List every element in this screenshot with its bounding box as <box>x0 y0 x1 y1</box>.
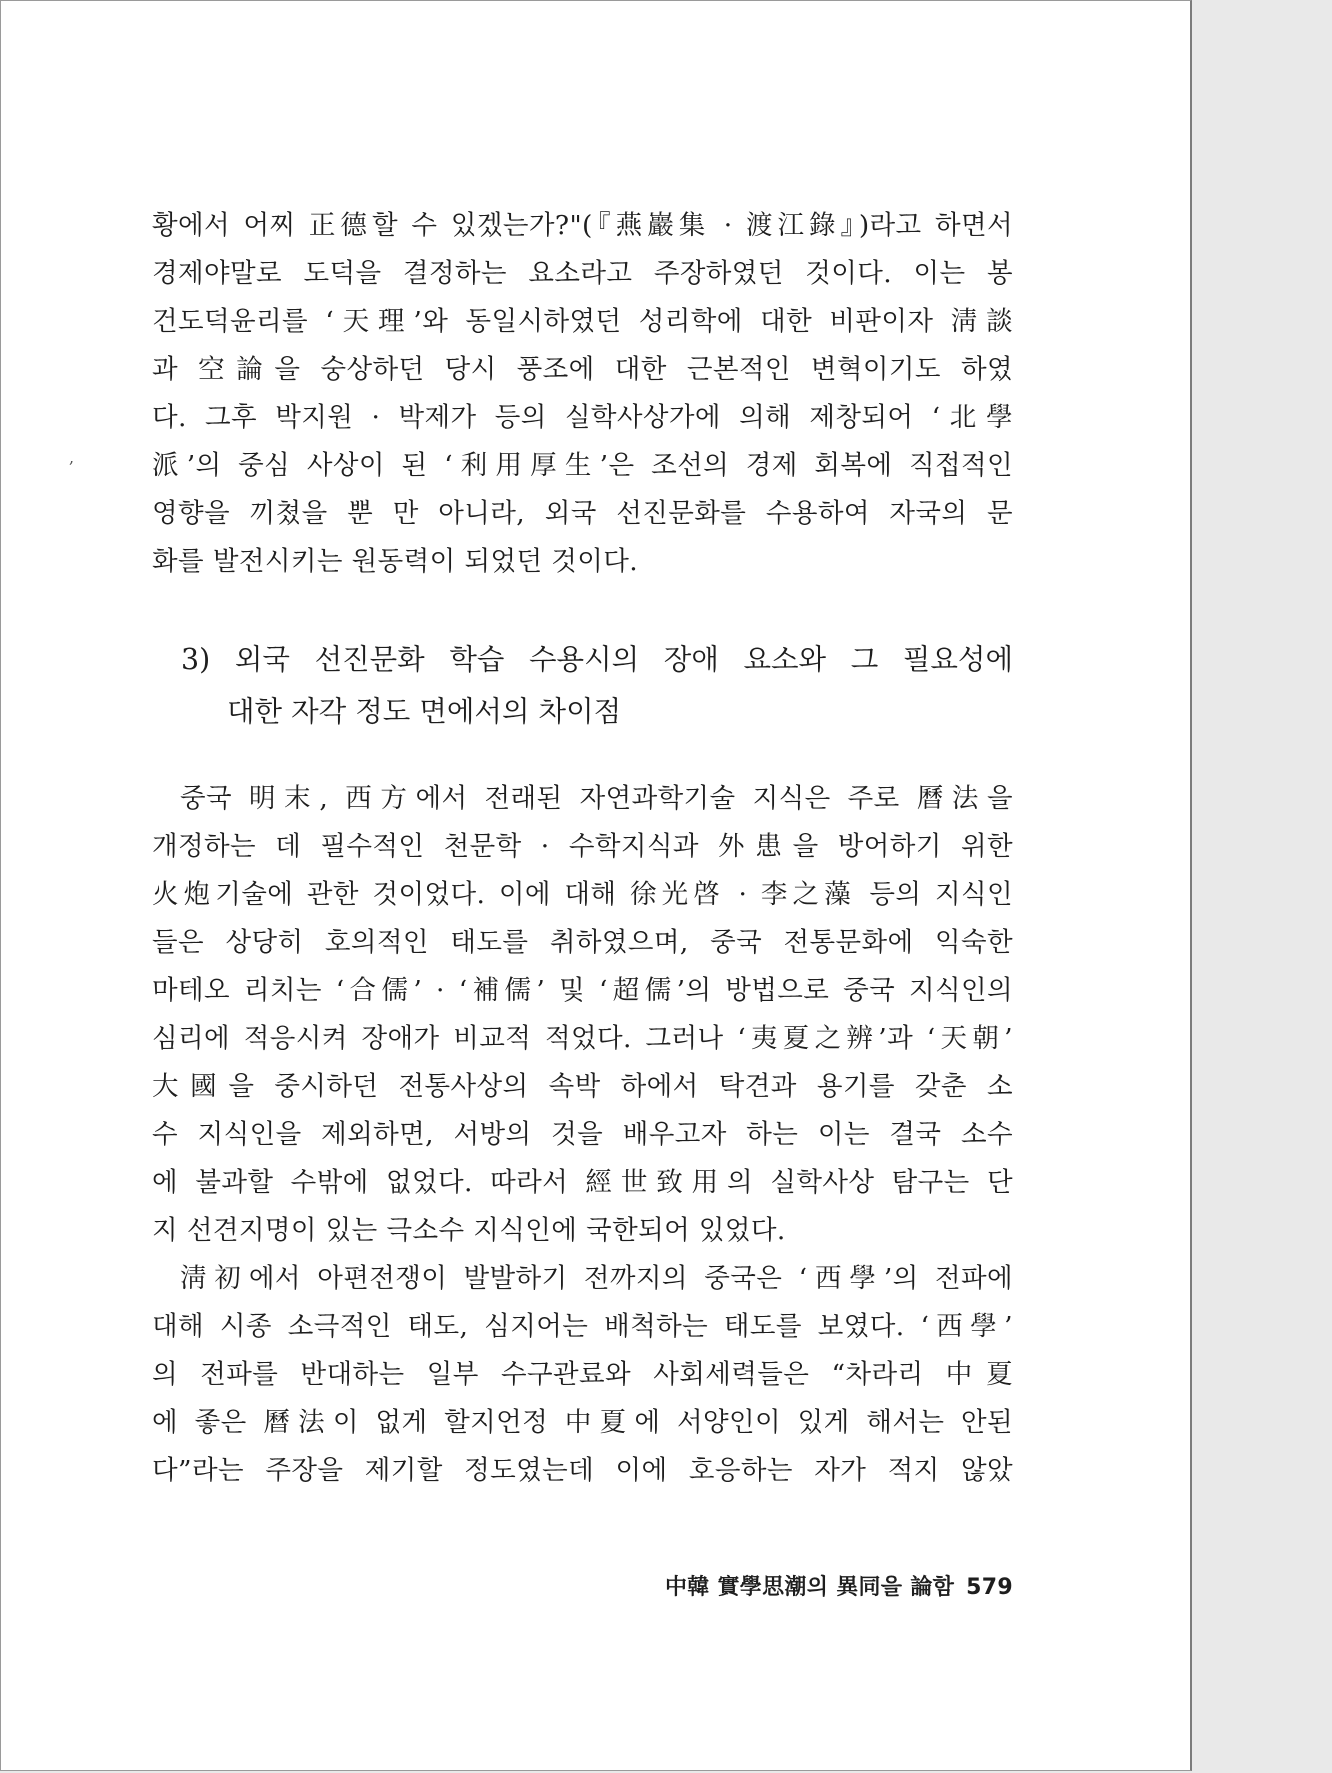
page-number: 579 <box>966 1575 1013 1600</box>
text-line: 황에서 어찌 正德할 수 있겠는가?"(『燕巖集 · 渡江錄』)라고 하면서 <box>152 210 1013 241</box>
text-line: 화를 발전시키는 원동력이 되었던 것이다. <box>152 546 639 577</box>
text-line: 마테오 리치는 ‘合儒’ · ‘補儒’ 및 ‘超儒’의 방법으로 중국 지식인의 <box>152 975 1013 1006</box>
text-line: 에 불과할 수밖에 없었다. 따라서 經世致用의 실학사상 탐구는 단 <box>152 1167 1013 1198</box>
text-line: 건도덕윤리를 ‘天理’와 동일시하였던 성리학에 대한 비판이자 淸談 <box>152 306 1013 337</box>
text-line: 들은 상당히 호의적인 태도를 취하였으며, 중국 전통문화에 익숙한 <box>152 927 1013 958</box>
text-line: 火炮기술에 관한 것이었다. 이에 대해 徐光啓 · 李之藻 등의 지식인 <box>152 879 1013 910</box>
page-footer <box>601 1570 1013 1601</box>
text-line: 에 좋은 曆法이 없게 할지언정 中夏에 서양인이 있게 해서는 안된 <box>152 1407 1013 1438</box>
text-line: 다. 그후 박지원 · 박제가 등의 실학사상가에 의해 제창되어 ‘北學 <box>152 402 1013 433</box>
stray-mark: , <box>69 448 75 467</box>
text-line: 淸初에서 아편전쟁이 발발하기 전까지의 중국은 ‘西學’의 전파에 <box>180 1263 1013 1294</box>
text-line: 영향을 끼쳤을 뿐 만 아니라, 외국 선진문화를 수용하여 자국의 문 <box>152 498 1013 529</box>
paragraph-1 <box>152 202 1013 586</box>
text-line: 派’의 중심 사상이 된 ‘利用厚生’은 조선의 경제 회복에 직접적인 <box>152 450 1013 481</box>
heading-line: 3) 외국 선진문화 학습 수용시의 장애 요소와 그 필요성에 <box>181 643 1013 676</box>
heading-line: 대한 자각 정도 면에서의 차이점 <box>227 695 622 728</box>
text-line: 경제야말로 도덕을 결정하는 요소라고 주장하였던 것이다. 이는 봉 <box>152 258 1013 289</box>
running-title: 中韓 實學思潮의 異同을 論함 <box>664 1575 955 1600</box>
paragraph-3 <box>152 1255 1013 1495</box>
text-line: 지 선견지명이 있는 극소수 지식인에 국한되어 있었다. <box>152 1215 786 1246</box>
text-line: 개정하는 데 필수적인 천문학 · 수학지식과 外患을 방어하기 위한 <box>152 831 1013 862</box>
text-line: 과 空論을 숭상하던 당시 풍조에 대한 근본적인 변혁이기도 하였 <box>152 354 1013 385</box>
text-line: 다”라는 주장을 제기할 정도였는데 이에 호응하는 자가 적지 않았 <box>152 1455 1013 1486</box>
text-line: 大國을 중시하던 전통사상의 속박 하에서 탁견과 용기를 갖춘 소 <box>152 1071 1013 1102</box>
text-line: 의 전파를 반대하는 일부 수구관료와 사회세력들은 “차라리 中夏 <box>152 1359 1013 1390</box>
paragraph-2 <box>152 775 1013 1255</box>
text-line: 심리에 적응시켜 장애가 비교적 적었다. 그러나 ‘夷夏之辨’과 ‘天朝’ <box>152 1023 1013 1054</box>
section-heading <box>181 634 1013 738</box>
body-text <box>152 775 1013 1495</box>
text-line: 수 지식인을 제외하면, 서방의 것을 배우고자 하는 이는 결국 소수 <box>152 1119 1013 1150</box>
text-line: 중국 明末, 西方에서 전래된 자연과학기술 지식은 주로 曆法을 <box>180 783 1013 814</box>
text-line: 대해 시종 소극적인 태도, 심지어는 배척하는 태도를 보였다. ‘西學’ <box>152 1311 1013 1342</box>
